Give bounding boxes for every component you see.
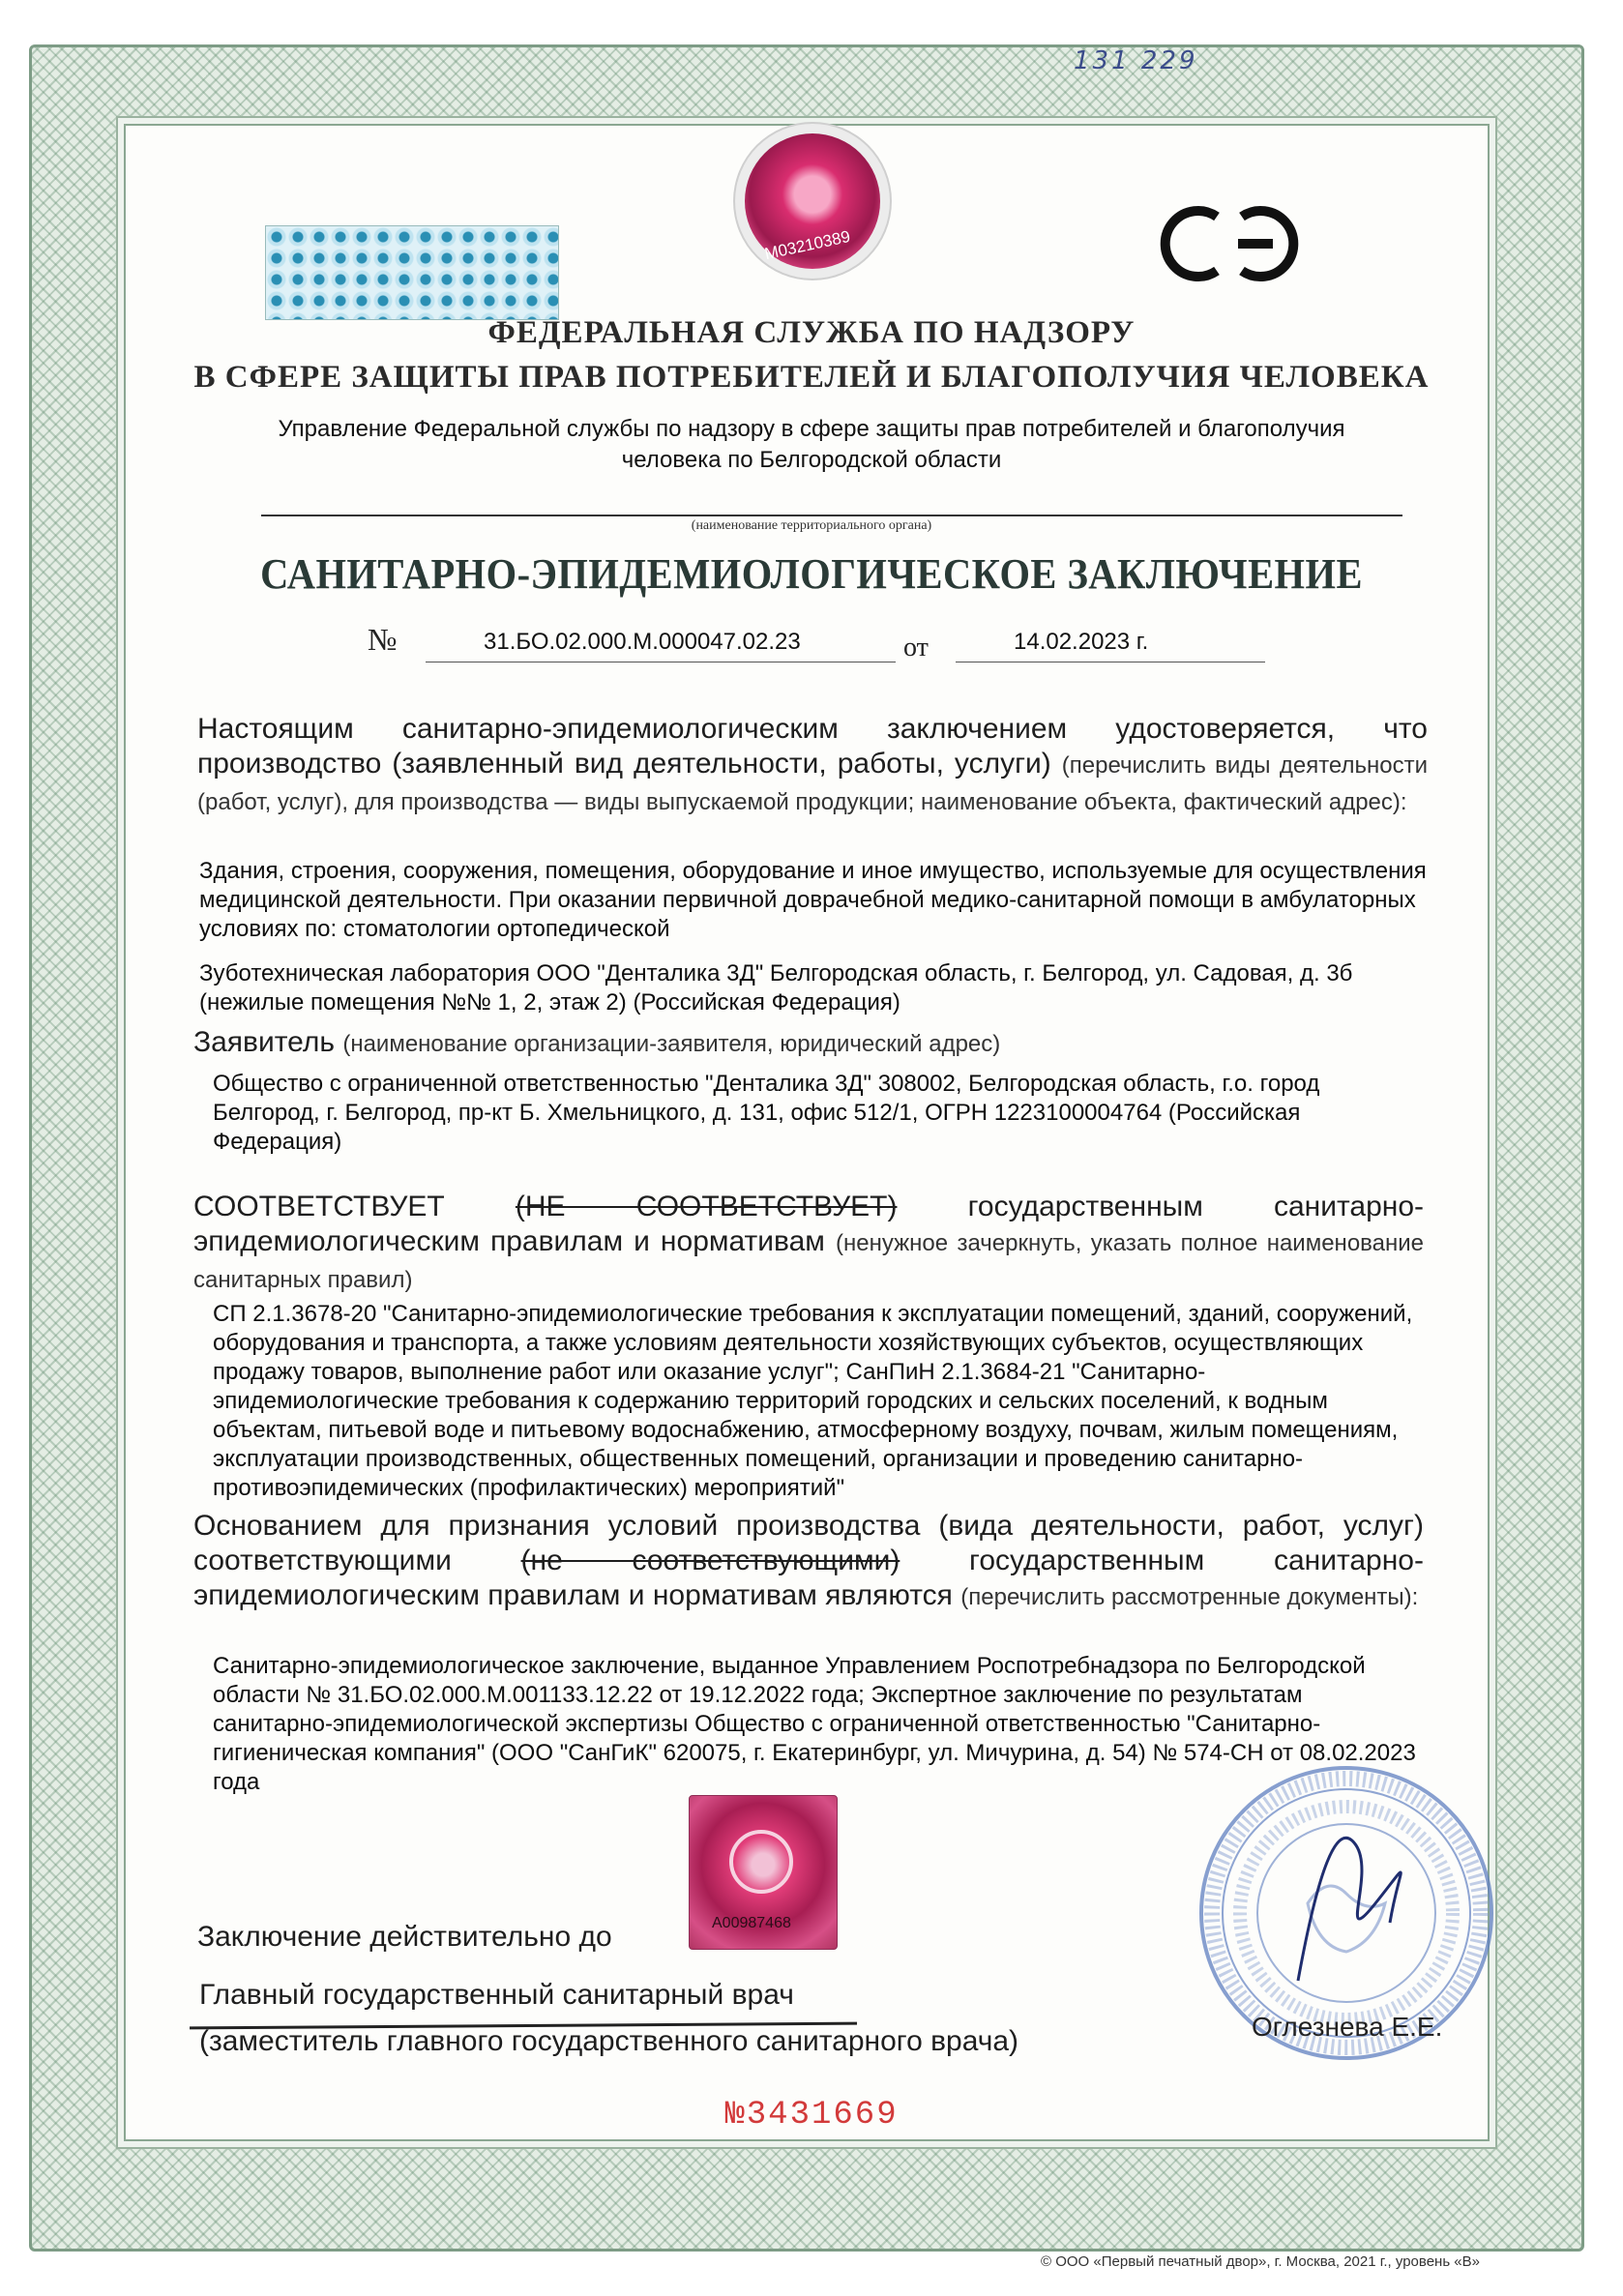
conformity-struck: (НЕ СООТВЕТСТВУЕТ) [515, 1191, 898, 1222]
basis-struck: (не соответствующими) [520, 1545, 900, 1576]
facility-address: Зуботехническая лаборатория ООО "Денталика 3Д" Белгородская область, г. Белгород, ул. Садовая, д. 3б (нежилые помещения №№ 1, 2, этаж 2) (Российская Федерация) [199, 960, 1353, 1016]
territorial-body [0, 414, 1623, 476]
intro-paragraph [197, 712, 1428, 820]
conformity-paragraph [193, 1190, 1424, 1298]
signer-name: Оглезнева Е.Е. [1252, 2012, 1443, 2042]
basis-documents: Санитарно-эпидемиологическое заключение, выданное Управлением Роспотребнадзора по Белгородской области № 31.БО.02.000.М.001133.12.22 от 19.12.2022 года; Экспертное заключение по результатам санитарно-эпидемиологической экспертизы Общество с ограниченной ответственностью "Санитарно-гигиеническая компания" (ООО "СанГиК" 620075, г. Екатеринбург, ул. Мичурина, д. 54) № 574-СН от 08.02.2023 года [213, 1653, 1416, 1795]
applicant-hint: (наименование организации-заявителя, юридический адрес) [342, 1031, 1001, 1057]
intro-hint: (перечислить виды деятельности (работ, услуг), для производства — виды выпускаемой продукции; наименование объекта, фактический адрес): [197, 752, 1428, 815]
document-title: САНИТАРНО-ЭПИДЕМИОЛОГИЧЕСКОЕ ЗАКЛЮЧЕНИЕ [260, 550, 1363, 598]
applicant-label-row [193, 1025, 1354, 1062]
territorial-body-line-2: человека по Белгородской области [621, 447, 1002, 473]
basis-text-2: государственным санитарно-эпидемиологическим правилам и нормативам являются [193, 1545, 1424, 1611]
territorial-body-line-1: Управление Федеральной службы по надзору в сфере защиты прав потребителей и благополучия [278, 416, 1345, 442]
printer-imprint: © ООО «Первый печатный двор», г. Москва, 2021 г., уровень «В» [1041, 2253, 1480, 2270]
hologram-strip [265, 225, 559, 320]
se-logo-icon [1157, 197, 1302, 290]
basis-hint: (перечислить рассмотренные документы): [960, 1584, 1419, 1610]
conformity-rest: государственным санитарно-эпидемиологическим правилам и нормативам [193, 1191, 1424, 1257]
basis-text-1: Основанием для признания условий производства (вида деятельности, работ, услуг) соответствующими [193, 1510, 1424, 1576]
handwritten-note: 131 229 [1074, 46, 1198, 75]
conformity-word: СООТВЕТСТВУЕТ [193, 1191, 445, 1222]
validity-label: Заключение действительно до [197, 1921, 612, 1953]
intro-text: Настоящим санитарно-эпидемиологическим заключением удостоверяется, что производство (заявленный вид деятельности, работы, услуги) [197, 713, 1428, 780]
hologram-ring [729, 1830, 793, 1894]
deputy-title: (заместитель главного государственного санитарного врача) [199, 2025, 1019, 2057]
basis-paragraph [193, 1509, 1424, 1615]
territorial-body-hint: (наименование территориального органа) [691, 518, 932, 533]
chief-title: Главный государственный санитарный врач [199, 1979, 794, 2011]
agency-title-line-1: ФЕДЕРАЛЬНАЯ СЛУЖБА ПО НАДЗОРУ [487, 315, 1136, 350]
certificate-number: 31.БО.02.000.М.000047.02.23 [484, 629, 801, 655]
divider [261, 515, 1402, 516]
hologram-number: A00987468 [712, 1915, 791, 1931]
certificate-date: 14.02.2023 г. [1014, 629, 1149, 655]
activity-description: Здания, строения, сооружения, помещения, оборудование и иное имущество, используемые для осуществления медицинской деятельности. При оказании первичной доврачебной медико-санитарной помощи в амбулаторных условиях по: стоматологии ортопедической [199, 858, 1427, 942]
conformity-hint: (ненужное зачеркнуть, указать полное наименование санитарных правил) [193, 1230, 1424, 1293]
form-serial-number: №3431669 [724, 2097, 899, 2134]
date-label: от [903, 633, 929, 662]
applicant-label: Заявитель [193, 1026, 335, 1058]
agency-title-line-2: В СФЕРЕ ЗАЩИТЫ ПРАВ ПОТРЕБИТЕЛЕЙ И БЛАГОПОЛУЧИЯ ЧЕЛОВЕКА [193, 360, 1430, 395]
sanitary-rules: СП 2.1.3678-20 "Санитарно-эпидемиологические требования к эксплуатации помещений, зданий, сооружений, оборудования и транспорта, а также условиям деятельности хозяйствующих субъектов, осуществляющих продажу товаров, выполнение работ или оказание услуг"; СанПиН 2.1.3684-21 "Санитарно-эпидемиологические требования к содержанию территорий городских и сельских поселений, к водным объектам, питьевой воде и питьевому водоснабжению, атмосферному воздуху, почвам, жилым помещениям, эксплуатации производственных, общественных помещений, организации и проведению санитарно-противоэпидемических (профилактических) мероприятий" [213, 1301, 1413, 1501]
emblem-number: M03210389 [762, 226, 852, 264]
number-sign: № [368, 622, 398, 657]
applicant-details: Общество с ограниченной ответственностью "Денталика 3Д" 308002, Белгородская область, г.о. город Белгород, г. Белгород, пр-кт Б. Хмельницкого, д. 131, офис 512/1, ОГРН 1223100004764 (Российская Федерация) [213, 1071, 1320, 1155]
